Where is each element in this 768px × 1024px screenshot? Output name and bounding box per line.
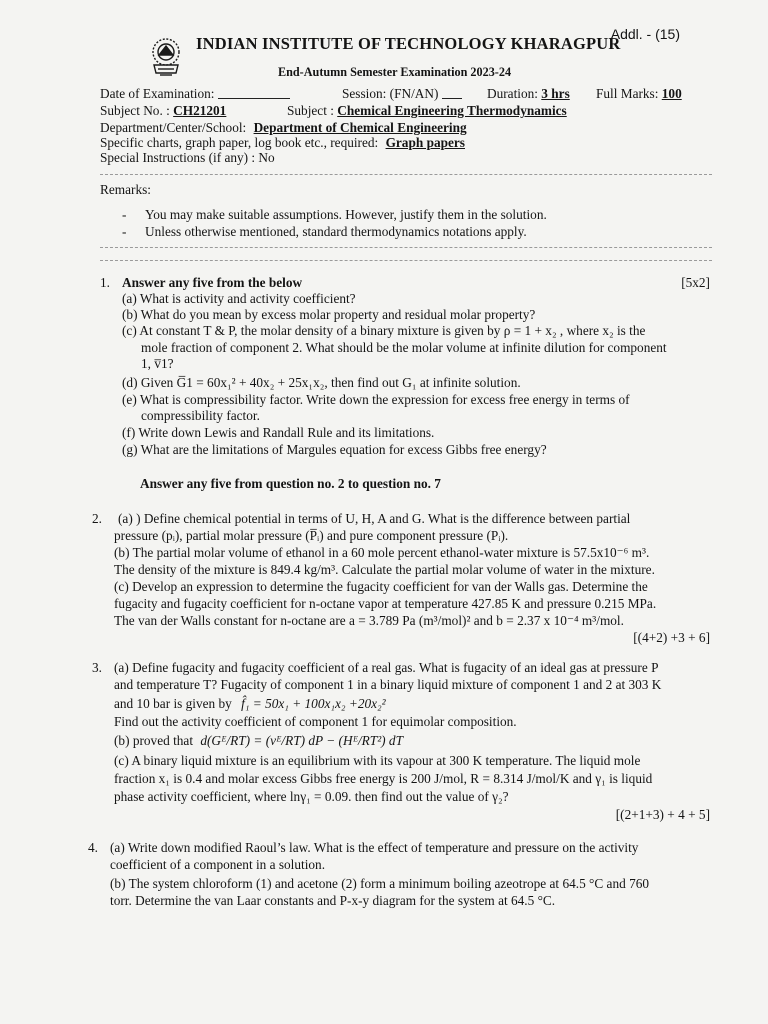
full-marks-label: Full Marks: (596, 86, 659, 101)
question-1-title: Answer any five from the below (122, 275, 303, 290)
session-blank (442, 98, 462, 99)
q4-line4: torr. Determine the van Laar constants and P-x-y diagram for the system at 64.5 °C. (110, 893, 556, 908)
question-2-marks: [(4+2) +3 + 6] (633, 630, 710, 645)
q3-fugacity-equation: f̂₁ = 50x₁ + 100x₁x₂ +20x₂² (241, 696, 386, 711)
subject-no-field (100, 103, 226, 119)
full-marks-field (596, 86, 682, 102)
duration-field (487, 86, 570, 102)
specific-materials-label: Specific charts, graph paper, log book etc., required: (100, 135, 379, 150)
session-field (342, 86, 462, 102)
exam-title: End-Autumn Semester Examination 2023-24 (278, 65, 512, 79)
duration-label: Duration: (487, 86, 538, 101)
iit-kharagpur-logo (146, 35, 186, 79)
q1-part-e-line2: compressibility factor. (141, 408, 260, 423)
q2-line6: fugacity and fugacity coefficient for n-octane vapor at temperature 427.85 K and pressure 0.215 MPa. (114, 596, 657, 611)
q3-line1: (a) Define fugacity and fugacity coefficient of a real gas. What is fugacity of an ideal gas at pressure P (114, 660, 659, 675)
q2-line2: pressure (pᵢ), partial molar pressure (P̅ᵢ) and pure component pressure (Pᵢ). (114, 528, 509, 543)
date-label: Date of Examination: (100, 86, 215, 101)
duration-value: 3 hrs (541, 86, 570, 101)
department-field (100, 120, 467, 136)
specific-materials-value: Graph papers (385, 135, 465, 150)
subject-field (287, 103, 567, 119)
question-1-marks: [5x2] (681, 275, 710, 290)
q3-line8: phase activity coefficient, where lnγ₁ = 0.09. then find out the value of γ₂? (114, 789, 509, 804)
subject-label: Subject : (287, 103, 334, 118)
q1-part-c-line1: (c) At constant T & P, the molar density of a binary mixture is given by ρ = 1 + x₂ , where x₂ is the (122, 323, 646, 338)
question-number: 1. (100, 275, 110, 290)
q3-line5 (114, 733, 403, 749)
q3-line7: fraction x₁ is 0.4 and molar excess Gibbs free energy is 200 J/mol, R = 8.314 J/mol/K and γ₁ is liquid (114, 771, 653, 786)
special-instructions-value: No (258, 150, 275, 165)
additional-sheets-note: Addl. - (15) (610, 26, 680, 42)
q3-gibbs-equation: d(Gᴱ/RT) = (vᴱ/RT) dP − (Hᴱ/RT²) dT (200, 733, 403, 748)
department-value: Department of Chemical Engineering (253, 120, 467, 135)
q3-line3 (114, 696, 386, 712)
specific-materials-field (100, 135, 465, 151)
subject-value: Chemical Engineering Thermodynamics (337, 103, 567, 118)
subject-no-label: Subject No. : (100, 103, 170, 118)
q3-line6: (c) A binary liquid mixture is an equilibrium with its vapour at 300 K temperature. The liquid mole (114, 753, 641, 768)
special-instructions-field (100, 150, 275, 166)
q3-line2: and temperature T? Fugacity of component 1 in a binary liquid mixture of component 1 and 2 at 303 K (114, 677, 662, 692)
date-blank (218, 98, 290, 99)
divider (100, 174, 712, 175)
department-label: Department/Center/School: (100, 120, 247, 135)
q1-part-b: (b) What do you mean by excess molar property and residual molar property? (122, 307, 536, 322)
q2-line3: (b) The partial molar volume of ethanol in a 60 mole percent ethanol-water mixture is 57.5x10⁻⁶ m³. (114, 545, 650, 560)
question-3-marks: [(2+1+3) + 4 + 5] (615, 807, 710, 822)
q4-line3: (b) The system chloroform (1) and acetone (2) form a minimum boiling azeotrope at 64.5 °C and 760 (110, 876, 650, 891)
remark-item: Unless otherwise mentioned, standard thermodynamics notations apply. (145, 224, 527, 239)
q3-line3-text: and 10 bar is given by (114, 696, 232, 711)
remark-bullet: - (122, 224, 127, 239)
question-number: 4. (88, 840, 98, 855)
q1-part-g: (g) What are the limitations of Margules equation for excess Gibbs free energy? (122, 442, 547, 457)
q1-part-e-line1: (e) What is compressibility factor. Write down the expression for excess free energy in terms of (122, 392, 630, 407)
session-label: Session: (FN/AN) (342, 86, 439, 101)
subject-no-value: CH21201 (173, 103, 227, 118)
divider (100, 247, 712, 248)
q2-line4: The density of the mixture is 849.4 kg/m³. Calculate the partial molar volume of water in the mixture. (114, 562, 655, 577)
q2-line5: (c) Develop an expression to determine the fugacity coefficient for van der Walls gas. Determine the (114, 579, 648, 594)
remarks-title: Remarks: (100, 182, 151, 197)
q2-line7: The van der Walls constant for n-octane are a = 3.789 Pa (m³/mol)² and b = 2.37 x 10⁻⁴ m³/mol. (114, 613, 624, 628)
q3-line4: Find out the activity coefficient of component 1 for equimolar composition. (114, 714, 517, 729)
remark-item: You may make suitable assumptions. However, justify them in the solution. (145, 207, 547, 222)
q4-line2: coefficient of a component in a solution. (110, 857, 326, 872)
special-instructions-label: Special Instructions (if any) : (100, 150, 256, 165)
q1-part-f: (f) Write down Lewis and Randall Rule and its limitations. (122, 425, 435, 440)
institute-name: INDIAN INSTITUTE OF TECHNOLOGY KHARAGPUR (196, 34, 621, 53)
q1-part-a: (a) What is activity and activity coefficient? (122, 291, 356, 306)
q1-part-c-line2: mole fraction of component 2. What should be the molar volume at infinite dilution for component (141, 340, 667, 355)
q1-part-d: (d) Given G̅1 = 60x₁² + 40x₂ + 25x₁x₂, then find out G₁ at infinite solution. (122, 375, 521, 390)
q2-line1: (a) ) Define chemical potential in terms of U, H, A and G. What is the difference between partial (118, 511, 631, 526)
full-marks-value: 100 (661, 86, 682, 101)
divider (100, 260, 712, 261)
question-number: 3. (92, 660, 102, 675)
q1-part-c-line3: 1, v̅1? (141, 356, 174, 371)
q4-line1: (a) Write down modified Raoul’s law. What is the effect of temperature and pressure on the activity (110, 840, 639, 855)
remark-bullet: - (122, 207, 127, 222)
date-of-examination (100, 86, 290, 102)
q3-line5-text: (b) proved that (114, 733, 194, 748)
section-instruction: Answer any five from question no. 2 to question no. 7 (140, 476, 441, 491)
question-number: 2. (92, 511, 102, 526)
